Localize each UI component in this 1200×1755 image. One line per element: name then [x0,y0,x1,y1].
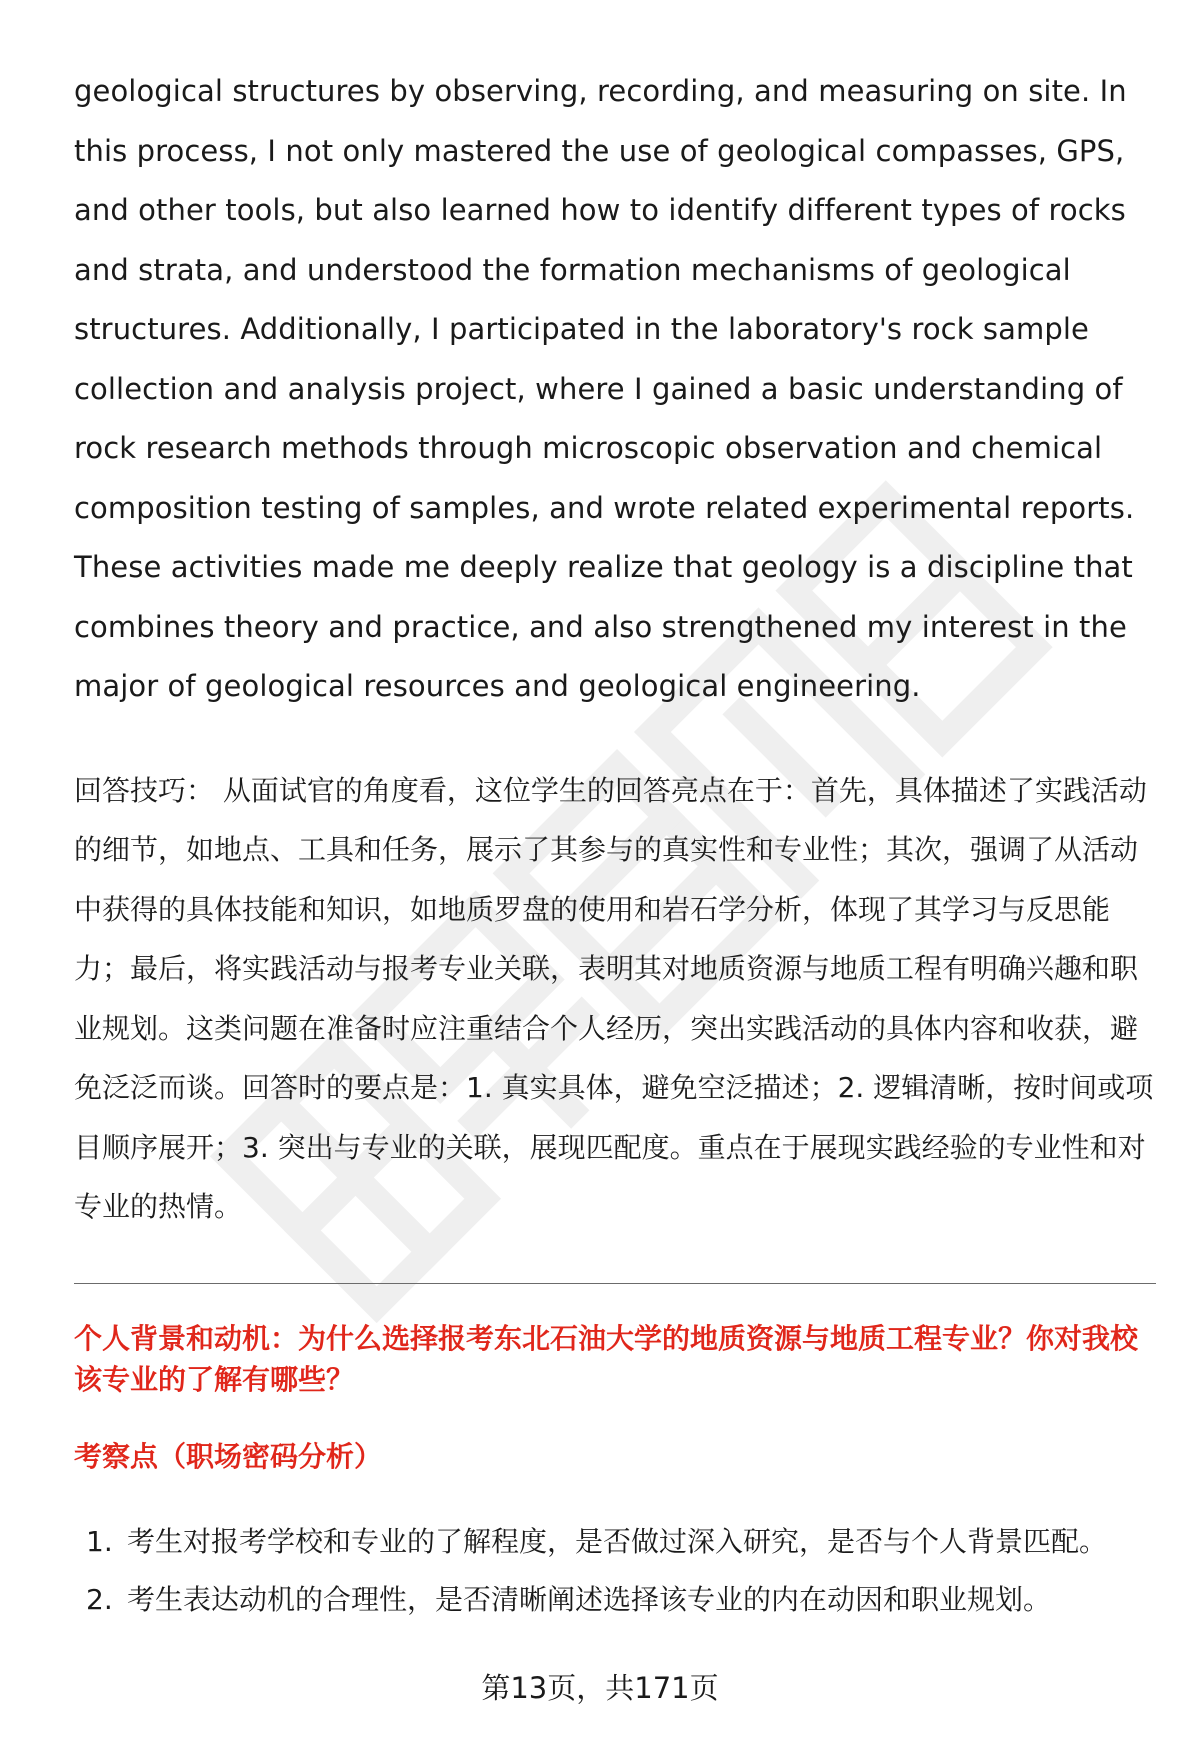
list-item-text: 考生对报考学校和专业的了解程度，是否做过深入研究，是否与个人背景匹配。 [127,1524,1108,1558]
assessment-points-list [74,1513,1156,1629]
list-item-number: 2. [86,1582,113,1616]
answer-tips-paragraph: 回答技巧： 从面试官的角度看，这位学生的回答亮点在于：首先，具体描述了实践活动的细节，如地点、工具和任务，展示了其参与的真实性和专业性；其次，强调了从活动中获得的具体技能和知识，如地质罗盘的使用和岩石学分析，体现了其学习与反思能力；最后，将实践活动与报考专业关联，表明其对地质资源与地质工程有明确兴趣和职业规划。这类问题在准备时应注重结合个人经历，突出实践活动的具体内容和收获，避免泛泛而谈。回答时的要点是：1. 真实具体，避免空泛描述；2. 逻辑清晰，按时间或项目顺序展开；3. 突出与专业的关联，展现匹配度。重点在于展现实践经验的专业性和对专业的热情。 [74,773,1154,1223]
answer-paragraph: geological structures by observing, recording, and measuring on site. In this process, I not only mastered the use of geological compasses, GPS, and other tools, but also learned how to identify different types of rocks and strata, and understood the formation mechanisms of geological structures. Additionally, I participated in the laboratory's rock sample collection and analysis project, where I gained a basic understanding of rock research methods through microscopic observation and chemical composition testing of samples, and wrote related experimental reports. These activities made me deeply realize that geology is a discipline that combines theory and practice, and also strengthened my interest in the major of geological resources and geological engineering. [74,74,1135,703]
section-divider [74,1283,1156,1284]
question-title: 个人背景和动机：为什么选择报考东北石油大学的地质资源与地质工程专业？你对我校该专业的了解有哪些？ [74,1321,1139,1396]
assessment-points-heading: 考察点（职场密码分析） [74,1439,383,1473]
list-item-number: 1. [86,1524,113,1558]
list-item [74,1513,1156,1571]
list-item [74,1571,1156,1629]
page-number: 第13页，共171页 [481,1671,719,1705]
list-item-text: 考生表达动机的合理性，是否清晰阐述选择该专业的内在动因和职业规划。 [127,1582,1052,1616]
document-page [74,62,1156,1629]
